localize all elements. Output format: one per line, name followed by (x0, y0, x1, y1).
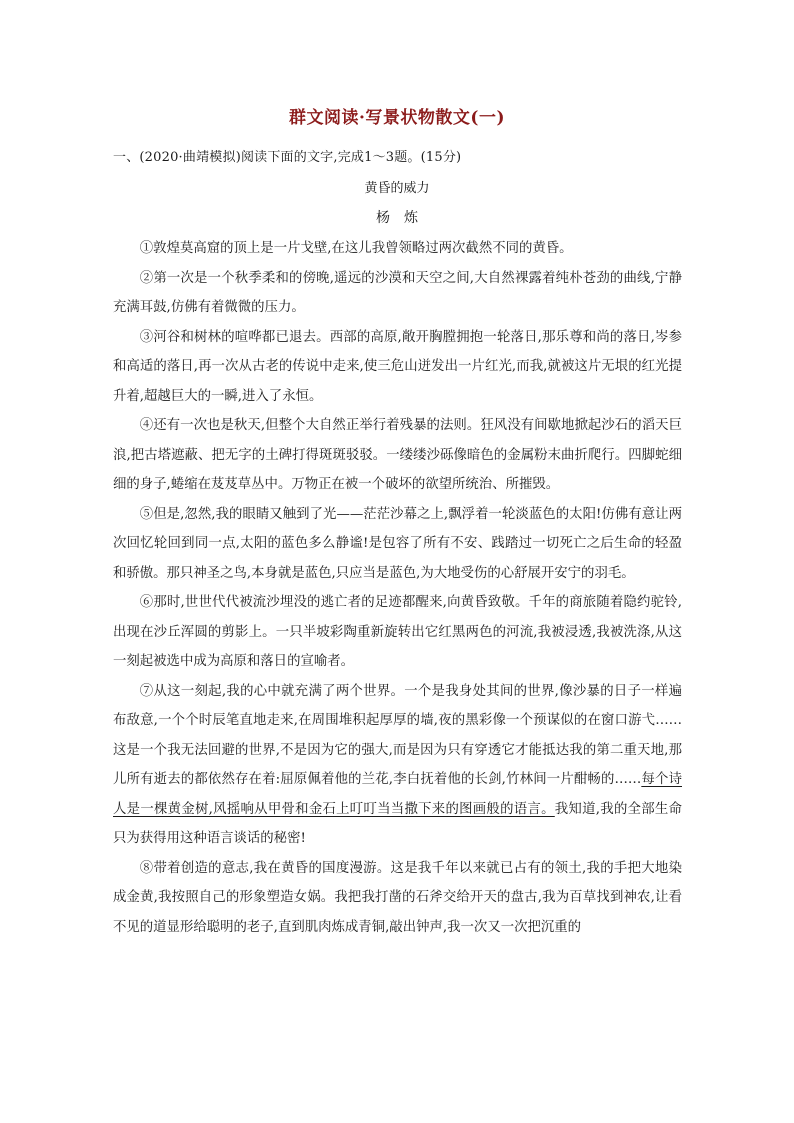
underlined-sentence: 每个诗人是一棵黄金树,风摇响从甲骨和金石上叮叮当当撒下来的图画般的语言。 (113, 772, 682, 817)
essay-title: 黄昏的威力 (364, 181, 430, 196)
paragraph-8: ⑧带着创造的意志,我在黄昏的国度漫游。这是我千年以来就已占有的领土,我的手把大地染成金黄,我按照自己的形象塑造女娲。我把我打凿的石斧交给开天的盘古,我为百草找到神农,让看不见的道显形给聪明的老子,直到肌肉炼成青铜,敲出钟声,我一次又一次把沉重的 (113, 860, 682, 935)
essay-author: 杨炼 (376, 210, 432, 226)
paragraph-6: ⑥那时,世世代代被流沙埋没的逃亡者的足迹都醒来,向黄昏致敬。千年的商旅随着隐约驼铃,出现在沙丘浑圆的剪影上。一只半坡彩陶重新旋转出它红黑两色的河流,我被浸透,我被洗涤,从这一刻起被选中成为高原和落日的宣喻者。 (113, 595, 682, 669)
paragraph-2: ②第一次是一个秋季柔和的傍晚,遥远的沙漠和天空之间,大自然裸露着纯朴苍劲的曲线,宁静充满耳鼓,仿佛有着微微的压力。 (113, 270, 682, 315)
paragraph-7 (113, 677, 682, 854)
paragraph-3: ③河谷和树林的喧哗都已退去。西部的高原,敞开胸膛拥抱一轮落日,那乐尊和尚的落日,岑参和高适的落日,再一次从古老的传说中走来,使三危山迸发出一片红光,而我,就被这片无垠的红光提升着,超越巨大的一瞬,进入了永恒。 (113, 329, 682, 404)
paragraph-7-text: ⑦从这一刻起,我的心中就充满了两个世界。一个是我身处其间的世界,像沙暴的日子一样遍布敌意,一个个时辰笔直地走来,在周围堆积起厚厚的墙,夜的黑彩像一个预谋似的在窗口游弋……这是一个我无法回避的世界,不是因为它的强大,而是因为只有穿透它才能抵达我的第二重天地,那儿所有逝去的都依然存在着:屈原佩着他的兰花,李白抚着他的长剑,竹林间一片酣畅的…… (113, 683, 682, 787)
paragraph-1: ①敦煌莫高窟的顶上是一片戈壁,在这儿我曾领略过两次截然不同的黄昏。 (139, 241, 573, 256)
essay-body (113, 234, 682, 942)
paragraph-7-ending: 我知道,我的全部生命只为获得用这种语言谈话的秘密! (113, 801, 682, 846)
paragraph-4: ④还有一次也是秋天,但整个大自然正举行着残暴的法则。狂风没有间歇地掀起沙石的滔天巨浪,把古塔遮蔽、把无字的土碑打得斑斑驳驳。一缕缕沙砾像暗色的金属粉末曲折爬行。四脚蛇细细的身子,蜷缩在芨芨草丛中。万物正在被一个破坏的欲望所统治、所摧毁。 (113, 418, 682, 492)
question-header: 一、(2020·曲靖模拟)阅读下面的文字,完成1～3题。(15分) (113, 150, 462, 165)
paragraph-5: ⑤但是,忽然,我的眼睛又触到了光——茫茫沙幕之上,飘浮着一轮淡蓝色的太阳!仿佛有意让两次回忆轮回到同一点,太阳的蓝色多么静谧!是包容了所有不安、践踏过一切死亡之后生命的轻盈和骄傲。那只神圣之鸟,本身就是蓝色,只应当是蓝色,为大地受伤的心舒展开安宁的羽毛。 (113, 506, 682, 581)
document-title: 群文阅读·写景状物散文(一) (288, 108, 505, 128)
